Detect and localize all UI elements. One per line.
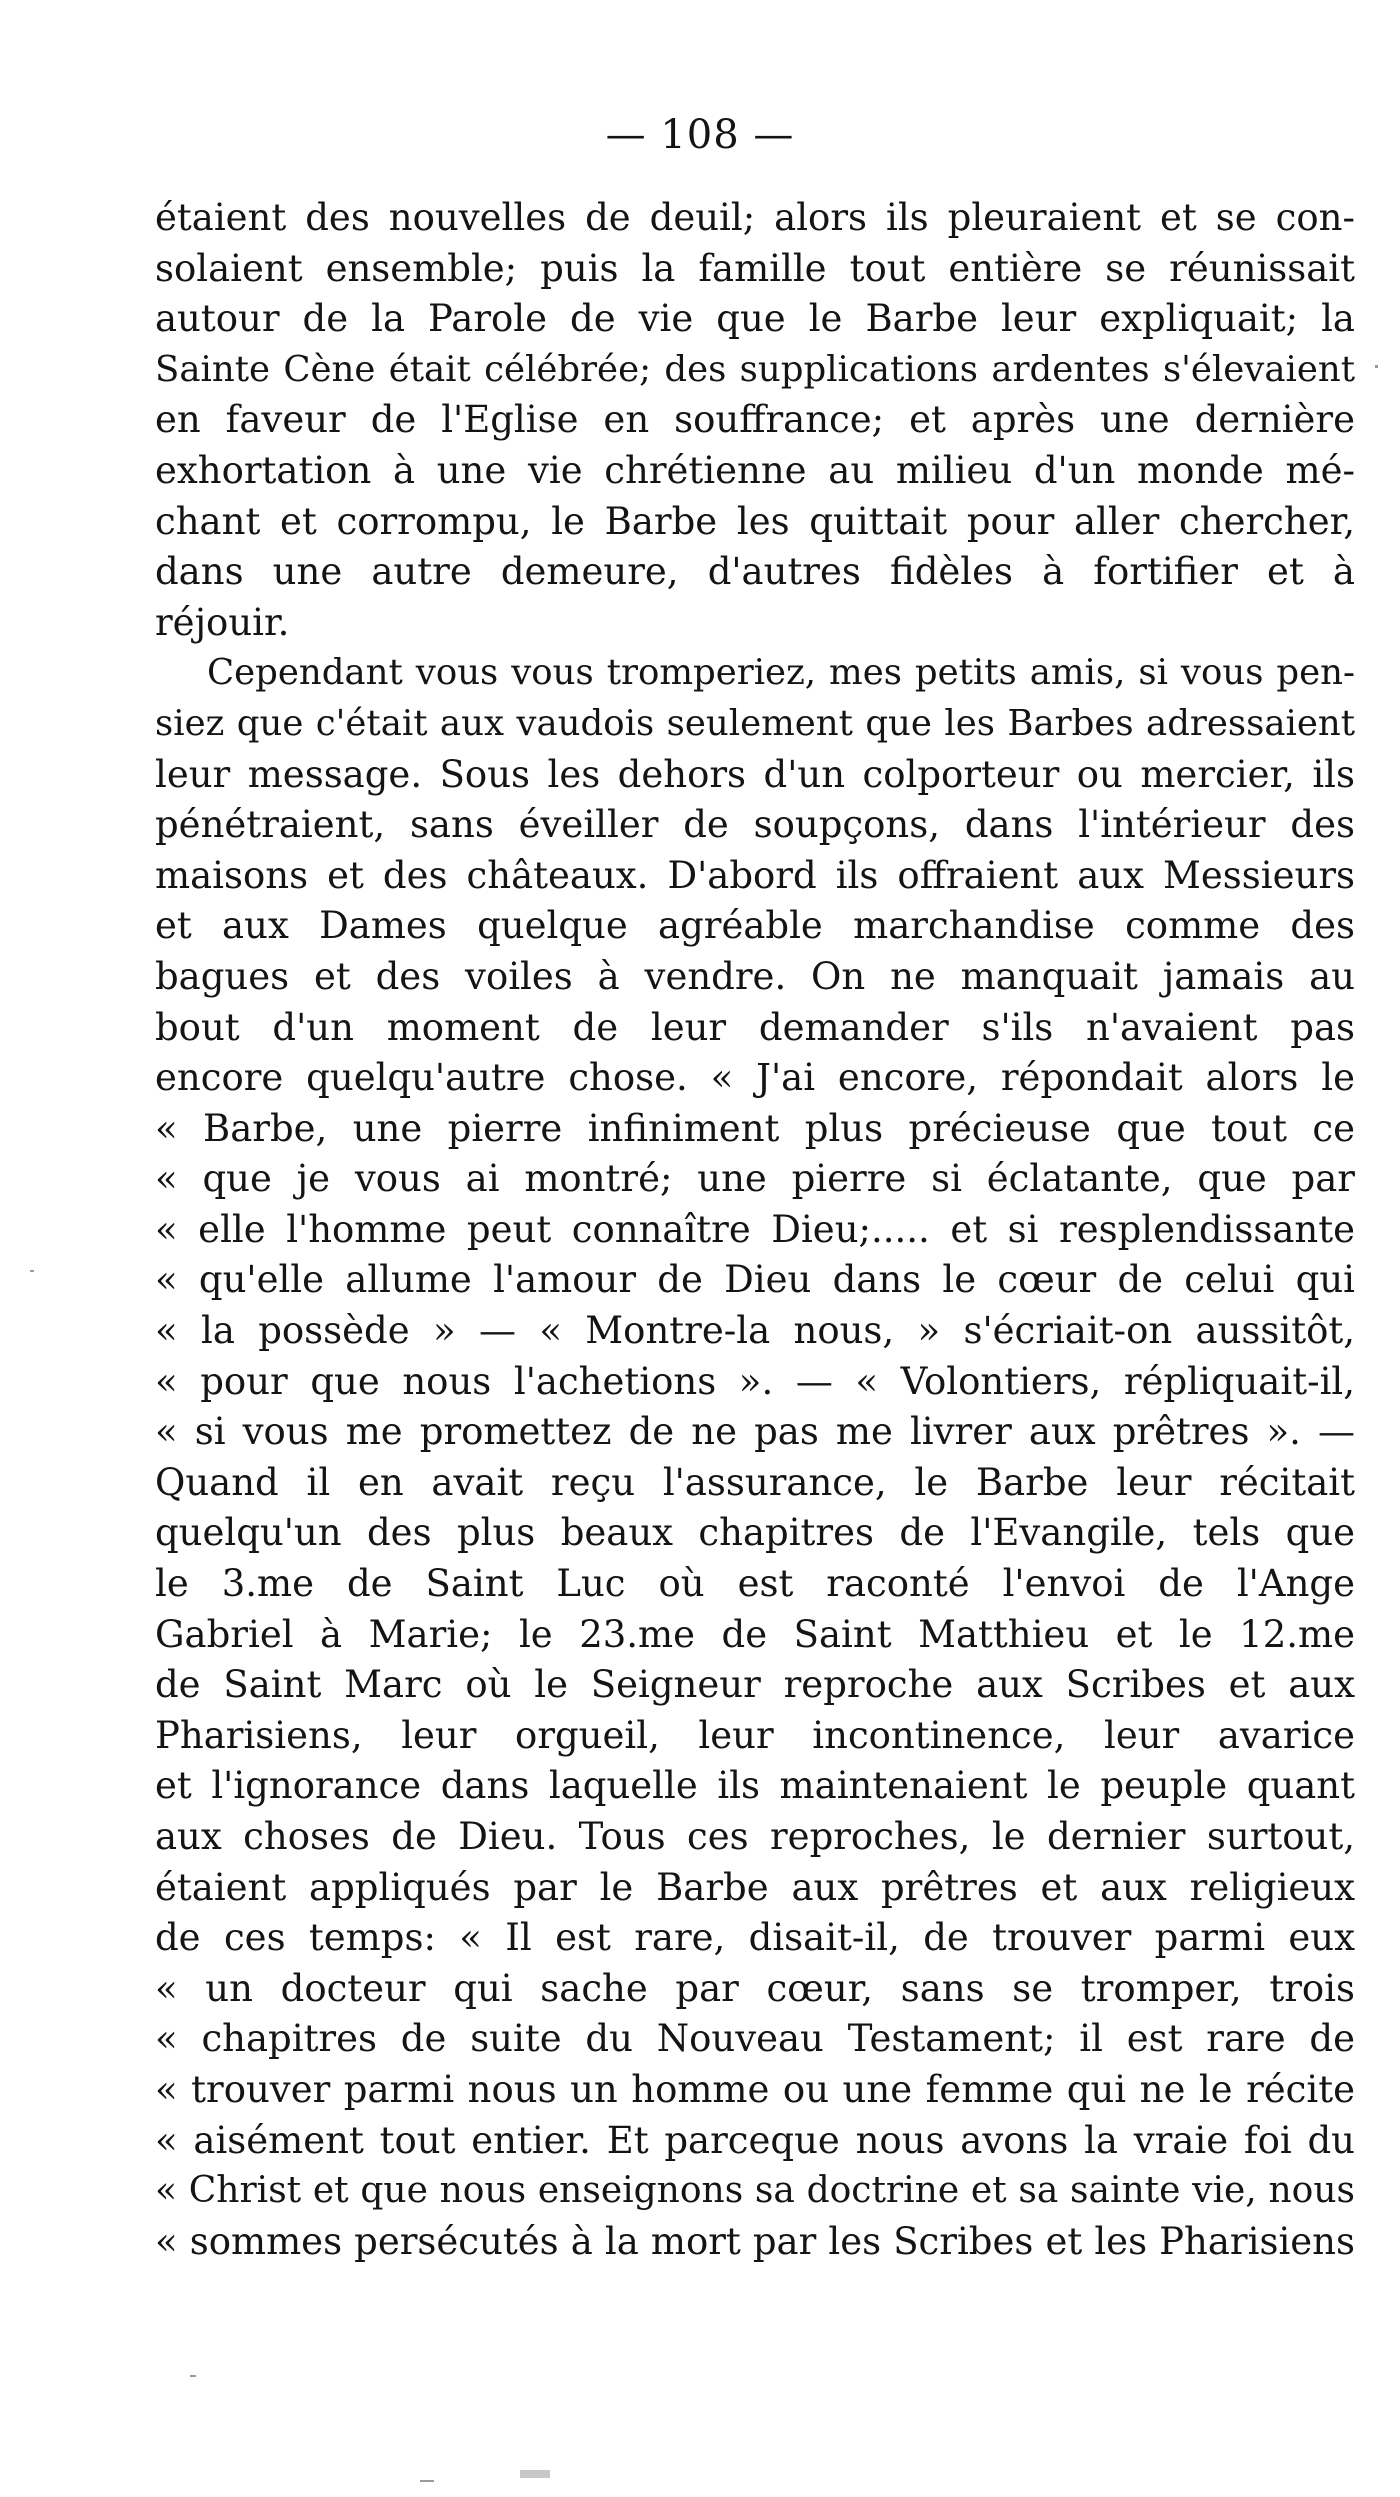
page-number: — 108 — — [605, 112, 795, 158]
text-line: siez que c'était aux vaudois seulement que les Barbes adressaient — [155, 702, 1355, 744]
text-line: Cependant vous vous tromperiez, mes petits amis, si vous pen- — [207, 652, 1355, 694]
text-line: « que je vous ai montré; une pierre si éclatante, que par — [155, 1157, 1355, 1201]
text-line: autour de la Parole de vie que le Barbe leur expliquait; la — [155, 297, 1355, 341]
text-line: pénétraient, sans éveiller de soupçons, dans l'intérieur des — [155, 803, 1355, 847]
body-text — [155, 193, 1355, 2267]
text-line: réjouir. — [155, 600, 290, 644]
text-line: « Barbe, une pierre infiniment plus précieuse que tout ce — [155, 1106, 1355, 1150]
text-line: de Saint Marc où le Seigneur reproche aux Scribes et aux — [155, 1663, 1355, 1707]
text-line: et l'ignorance dans laquelle ils maintenaient le peuple quant — [155, 1764, 1355, 1808]
text-line: « chapitres de suite du Nouveau Testament; il est rare de — [155, 2017, 1355, 2061]
text-line: bagues et des voiles à vendre. On ne manquait jamais au — [155, 954, 1355, 998]
text-line: Pharisiens, leur orgueil, leur incontinence, leur avarice — [155, 1713, 1355, 1757]
scan-speck — [520, 2470, 550, 2478]
text-line: chant et corrompu, le Barbe les quittait pour aller chercher, — [155, 499, 1355, 543]
text-line: « elle l'homme peut connaître Dieu;..... et si resplendissante — [155, 1207, 1355, 1251]
text-line: étaient appliqués par le Barbe aux prêtres et aux religieux — [155, 1865, 1355, 1909]
text-line: le 3.me de Saint Luc où est raconté l'envoi de l'Ange — [155, 1562, 1355, 1606]
text-line: « Christ et que nous enseignons sa doctrine et sa sainte vie, nous — [155, 2170, 1355, 2212]
text-line: en faveur de l'Eglise en souffrance; et après une dernière — [155, 398, 1355, 442]
text-line: leur message. Sous les dehors d'un colporteur ou mercier, ils — [155, 752, 1355, 796]
text-line: aux choses de Dieu. Tous ces reproches, le dernier surtout, — [155, 1815, 1355, 1858]
text-line: dans une autre demeure, d'autres fidèles à fortifier et à — [155, 550, 1355, 594]
text-line: « si vous me promettez de ne pas me livrer aux prêtres ». — — [155, 1410, 1355, 1454]
text-line: exhortation à une vie chrétienne au milieu d'un monde mé- — [155, 448, 1355, 492]
text-line: et aux Dames quelque agréable marchandise comme des — [155, 904, 1355, 948]
text-line: étaient des nouvelles de deuil; alors ils pleuraient et se con- — [155, 196, 1355, 239]
text-line: encore quelqu'autre chose. « J'ai encore, répondait alors le — [155, 1056, 1355, 1100]
text-line: « un docteur qui sache par cœur, sans se tromper, trois — [155, 1966, 1355, 2010]
scan-speck — [1375, 365, 1378, 368]
text-line: « pour que nous l'achetions ». — « Volontiers, répliquait-il, — [155, 1359, 1355, 1403]
text-line: « la possède » — « Montre-la nous, » s'écriait-on aussitôt, — [155, 1309, 1355, 1353]
text-line: quelqu'un des plus beaux chapitres de l'Evangile, tels que — [155, 1511, 1355, 1555]
scan-speck — [190, 2375, 196, 2377]
scan-speck — [420, 2480, 434, 2482]
text-line: Gabriel à Marie; le 23.me de Saint Matthieu et le 12.me — [155, 1612, 1355, 1656]
text-line: bout d'un moment de leur demander s'ils n'avaient pas — [155, 1005, 1355, 1049]
text-line: de ces temps: « Il est rare, disait-il, de trouver parmi eux — [155, 1916, 1355, 1960]
text-line: « aisément tout entier. Et parceque nous avons la vraie foi du — [155, 2118, 1355, 2162]
text-line: solaient ensemble; puis la famille tout entière se réunissait — [155, 246, 1355, 290]
text-line: Quand il en avait reçu l'assurance, le Barbe leur récitait — [155, 1460, 1355, 1504]
text-line: « qu'elle allume l'amour de Dieu dans le cœur de celui qui — [155, 1258, 1355, 1302]
text-line: « trouver parmi nous un homme ou une femme qui ne le récite — [155, 2067, 1355, 2111]
scan-speck — [30, 1270, 34, 1272]
text-line: Sainte Cène était célébrée; des supplications ardentes s'élevaient — [155, 348, 1355, 390]
text-line: « sommes persécutés à la mort par les Scribes et les Pharisiens — [155, 2219, 1355, 2263]
text-line: maisons et des châteaux. D'abord ils offraient aux Messieurs — [155, 853, 1355, 897]
